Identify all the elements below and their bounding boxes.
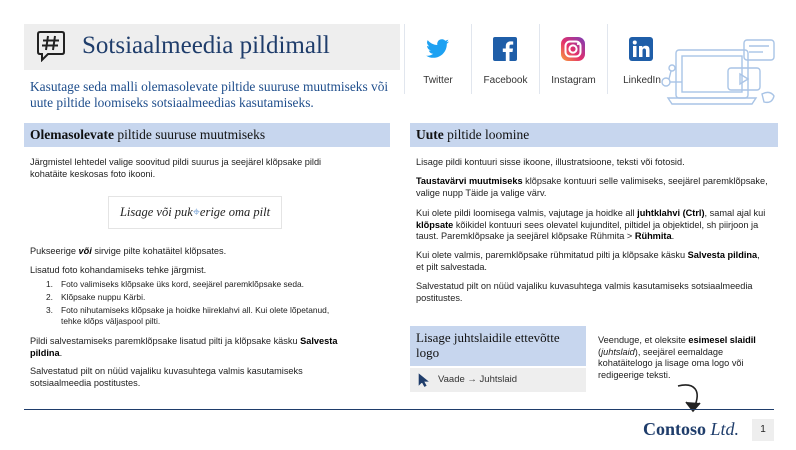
- step-number: 1.: [46, 279, 53, 289]
- social-item-instagram: [540, 24, 608, 94]
- view-master-path: Vaade → Juhtslaid: [410, 368, 586, 392]
- section-header-resize: [24, 123, 390, 147]
- text-part: .: [671, 231, 675, 242]
- text-italic: juhtslaid: [601, 346, 635, 357]
- header-rest: piltide suuruse muutmiseks: [113, 127, 266, 142]
- text-part: .: [59, 347, 63, 358]
- page-number: 1: [752, 419, 774, 441]
- text-part: ), seejärel eemaldage kohatäitelogo ja lisage oma logo või redigeerige teksti.: [598, 346, 744, 380]
- list-item: [46, 279, 346, 290]
- social-item-facebook: [472, 24, 540, 94]
- step-number: 3.: [46, 305, 53, 316]
- text-emphasis: või: [78, 246, 92, 256]
- background-color-text: [416, 176, 772, 199]
- header-bold: Olemasolevate: [30, 127, 114, 142]
- drag-or-browse-text: [30, 246, 360, 258]
- adjust-photo-text: Lisatud foto kohandamiseks tehke järgmist.: [30, 265, 207, 275]
- image-placeholder[interactable]: [108, 196, 282, 229]
- move-cursor-icon: ⌖: [192, 205, 200, 219]
- list-item: [46, 305, 346, 326]
- title-box: [24, 24, 400, 70]
- resize-intro: Järgmistel lehtedel valige soovitud pildi suurus ja seejärel klõpsake pildi kohatäite keskosas foto ikooni.: [30, 157, 322, 179]
- text-part: kõikidel kontuuri sees olevatel kujunditel, piltidel ja objektidel, sh piirjoon ja taust. Paremklõpsake ja seejärel klõpsake Rühmita >: [416, 219, 759, 242]
- footer-divider: [24, 409, 774, 410]
- text-part: Veenduge, et oleksite: [598, 335, 689, 345]
- add-content-text: Lisage pildi kontuuri sisse ikoone, illustratsioone, teksti või fotosid.: [416, 157, 685, 167]
- master-slide-callout-title: Lisage juhtslaidile ettevõtte logo: [410, 326, 586, 366]
- save-group-text: [416, 250, 768, 273]
- social-label: Twitter: [423, 75, 453, 86]
- text-part: Pildi salvestamiseks paremklõpsake lisatud pilti ja klõpsake käsku: [30, 336, 301, 346]
- text-emphasis: Rühmita: [634, 231, 672, 242]
- instagram-icon: [560, 36, 586, 62]
- placeholder-text-a: Lisage või puk: [119, 205, 193, 219]
- step-number: 2.: [46, 292, 53, 303]
- master-slide-instructions: [598, 335, 768, 381]
- facebook-icon: [492, 36, 518, 62]
- social-label: Facebook: [483, 75, 528, 86]
- company-logo: [643, 419, 739, 440]
- saved-group-text: Salvestatud pilt on nüüd vajaliku kuvasuhtega valmis kasutamiseks sotsiaalmeedia postitustes.: [416, 281, 753, 303]
- social-label: Instagram: [551, 75, 596, 86]
- page-title: Sotsiaalmeedia pildimall: [82, 32, 330, 59]
- group-objects-text: [416, 208, 774, 243]
- text-part: (: [598, 346, 602, 357]
- social-item-twitter: [404, 24, 472, 94]
- mouse-pointer-icon: [418, 373, 430, 387]
- logo-suffix: Ltd.: [706, 419, 740, 439]
- text-emphasis: juhtklahvi (Ctrl): [637, 208, 705, 218]
- social-label: LinkedIn: [623, 75, 661, 86]
- placeholder-text-b: erige oma pilt: [199, 205, 271, 219]
- text-part: Kui olete pildi loomisega valmis, vajutage ja hoidke all: [416, 208, 638, 218]
- saved-image-text: Salvestatud pilt on nüüd vajaliku kuvasuhtega valmis kasutamiseks sotsiaalmeedia postitustes.: [30, 366, 303, 388]
- steps-list: [46, 279, 346, 329]
- header-bold: Uute: [416, 127, 444, 142]
- text-part: , samal ajal kui: [704, 208, 766, 218]
- text-emphasis: esimesel slaidil: [688, 335, 756, 345]
- header-rest: piltide loomine: [443, 127, 530, 142]
- text-emphasis: Salvesta pildina: [687, 250, 758, 260]
- step-text: Foto nihutamiseks klõpsake ja hoidke hiireklahvi all. Kui olete lõpetanud, tehke klõps väljaspool pilti.: [61, 305, 330, 326]
- text-part: klõpsake kontuuri selle valimiseks, seejärel paremklõpsake, valige nupp Täide ja valige värv.: [416, 176, 768, 198]
- hashtag-bubble-icon: [36, 30, 66, 62]
- section-header-create: [410, 123, 778, 147]
- laptop-illustration-icon: [658, 30, 778, 115]
- linkedin-icon: [628, 36, 654, 62]
- text-part: Kui olete valmis, paremklõpsake rühmitatud pilti ja klõpsake käsku: [416, 250, 688, 260]
- text-part: Pukseerige: [30, 246, 79, 256]
- curved-arrow-icon: [672, 380, 712, 418]
- save-image-text: [30, 336, 356, 359]
- text-part: , et pilt salvestada.: [416, 250, 760, 272]
- step-text: Klõpsake nuppu Kärbi.: [61, 292, 146, 303]
- text-emphasis: Salvesta pildina: [30, 336, 338, 358]
- logo-main: Contoso: [643, 419, 707, 439]
- twitter-icon: [425, 36, 451, 62]
- list-item: [46, 292, 346, 303]
- text-part: sirvige pilte kohatäitel klõpsates.: [91, 246, 227, 256]
- text-emphasis: Taustavärvi muutmiseks: [416, 176, 523, 186]
- subtitle: Kasutage seda malli olemasolevate piltide suuruse muutmiseks või uute piltide loomiseks sotsiaalmeedias kasutamiseks.: [30, 79, 389, 110]
- step-text: Foto valimiseks klõpsake üks kord, seejärel paremklõpsake seda.: [61, 279, 304, 289]
- text-emphasis: klõpsate: [416, 219, 454, 230]
